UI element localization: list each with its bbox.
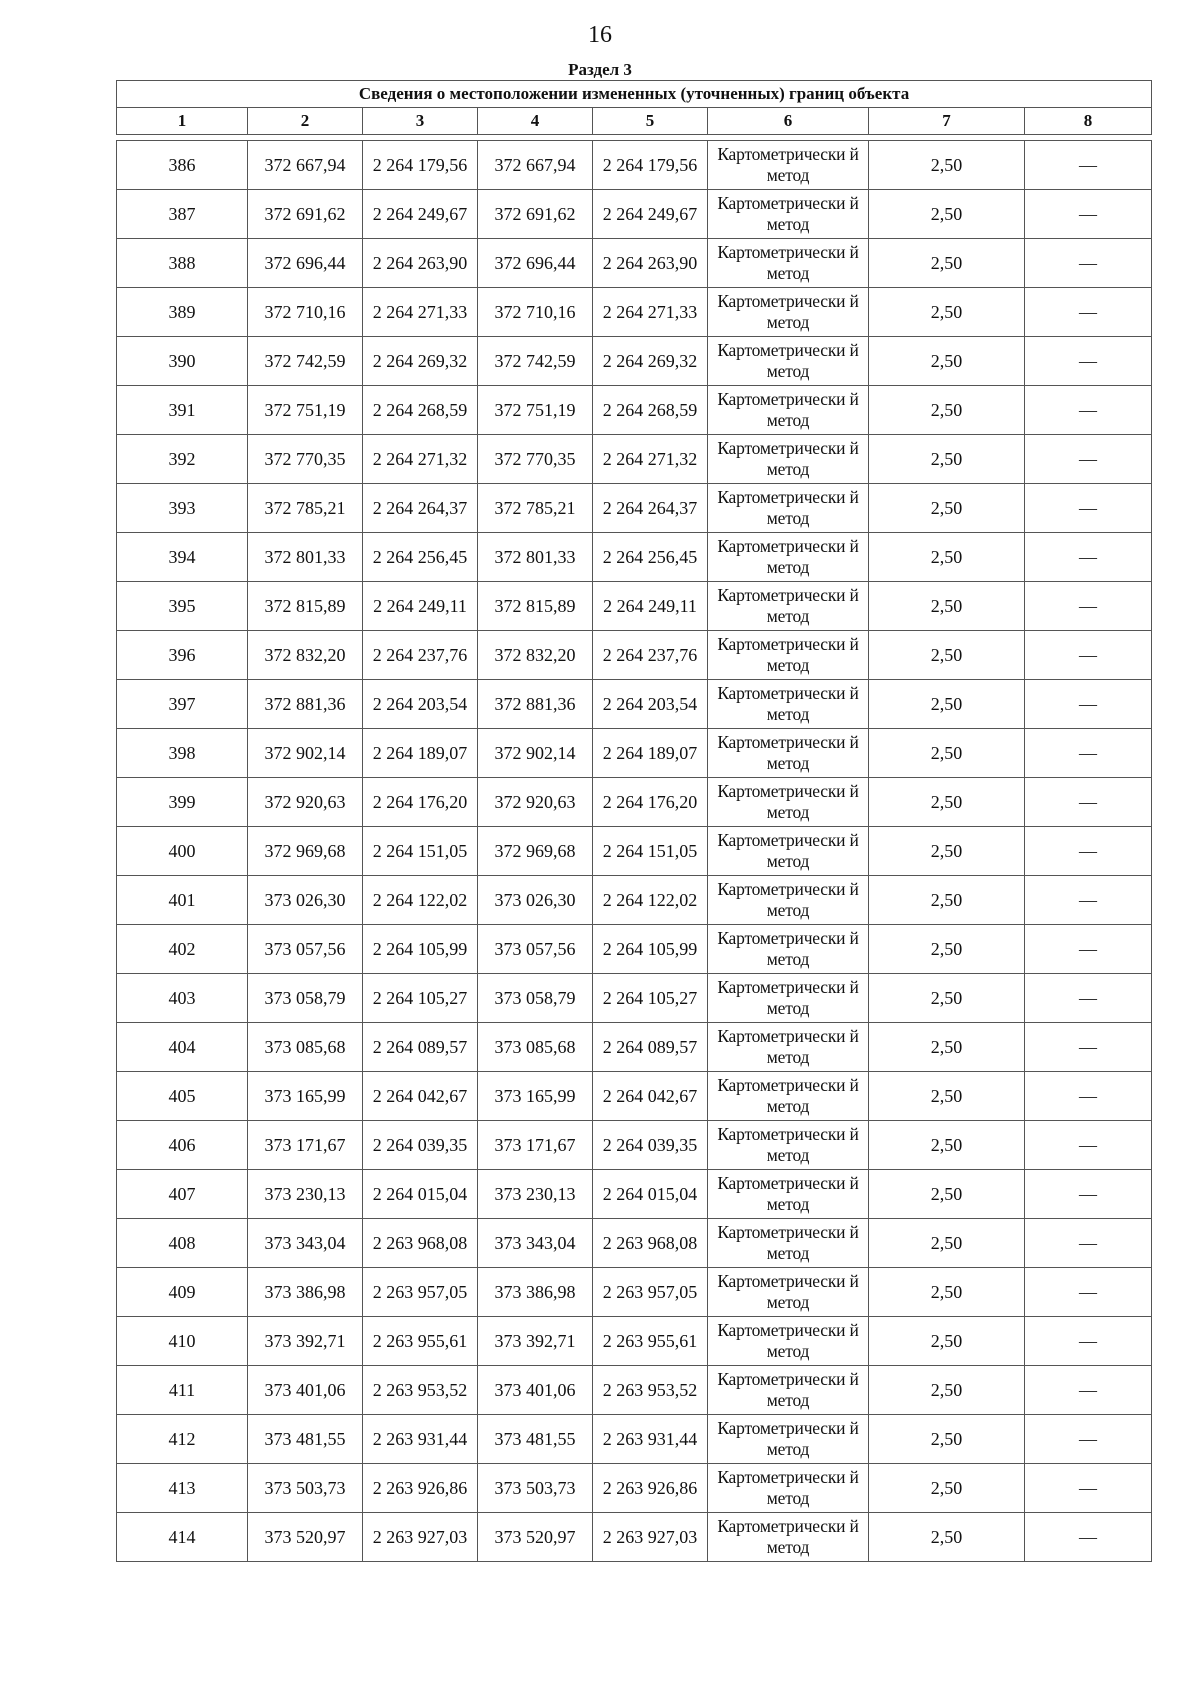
description-cell: — (1025, 1121, 1152, 1170)
y-new-cell: 2 264 179,56 (593, 141, 708, 190)
accuracy-cell: 2,50 (869, 1317, 1025, 1366)
x-existing-cell: 373 230,13 (248, 1170, 363, 1219)
y-new-cell: 2 264 039,35 (593, 1121, 708, 1170)
method-cell: Картометрически й метод (708, 729, 869, 778)
table-row (117, 582, 1152, 631)
y-existing-cell: 2 264 015,04 (363, 1170, 478, 1219)
y-existing-cell: 2 264 176,20 (363, 778, 478, 827)
page-number: 16 (588, 22, 612, 48)
accuracy-cell: 2,50 (869, 1072, 1025, 1121)
table-row (117, 1268, 1152, 1317)
y-existing-cell: 2 264 268,59 (363, 386, 478, 435)
point-number-cell: 389 (117, 288, 248, 337)
description-cell: — (1025, 1219, 1152, 1268)
y-new-cell: 2 264 268,59 (593, 386, 708, 435)
description-cell: — (1025, 680, 1152, 729)
y-new-cell: 2 264 151,05 (593, 827, 708, 876)
table-row (117, 1170, 1152, 1219)
y-new-cell: 2 264 122,02 (593, 876, 708, 925)
table-row (117, 729, 1152, 778)
point-number-cell: 409 (117, 1268, 248, 1317)
y-existing-cell: 2 264 105,27 (363, 974, 478, 1023)
point-number-cell: 395 (117, 582, 248, 631)
method-cell: Картометрически й метод (708, 778, 869, 827)
method-cell: Картометрически й метод (708, 1317, 869, 1366)
y-new-cell: 2 264 015,04 (593, 1170, 708, 1219)
x-existing-cell: 373 392,71 (248, 1317, 363, 1366)
column-number-row (117, 108, 1152, 135)
y-new-cell: 2 264 271,32 (593, 435, 708, 484)
point-number-cell: 388 (117, 239, 248, 288)
point-number-cell: 413 (117, 1464, 248, 1513)
description-cell: — (1025, 974, 1152, 1023)
y-new-cell: 2 264 105,27 (593, 974, 708, 1023)
method-cell: Картометрически й метод (708, 1366, 869, 1415)
table-row (117, 1366, 1152, 1415)
x-new-cell: 373 343,04 (478, 1219, 593, 1268)
y-existing-cell: 2 263 955,61 (363, 1317, 478, 1366)
y-existing-cell: 2 264 122,02 (363, 876, 478, 925)
x-new-cell: 373 058,79 (478, 974, 593, 1023)
y-existing-cell: 2 264 249,67 (363, 190, 478, 239)
y-existing-cell: 2 263 968,08 (363, 1219, 478, 1268)
y-new-cell: 2 264 176,20 (593, 778, 708, 827)
table-row (117, 1415, 1152, 1464)
description-cell: — (1025, 533, 1152, 582)
y-new-cell: 2 264 105,99 (593, 925, 708, 974)
x-existing-cell: 373 503,73 (248, 1464, 363, 1513)
point-number-cell: 414 (117, 1513, 248, 1562)
y-new-cell: 2 264 264,37 (593, 484, 708, 533)
y-existing-cell: 2 264 237,76 (363, 631, 478, 680)
description-cell: — (1025, 484, 1152, 533)
x-existing-cell: 372 832,20 (248, 631, 363, 680)
x-existing-cell: 373 058,79 (248, 974, 363, 1023)
x-new-cell: 372 691,62 (478, 190, 593, 239)
method-cell: Картометрически й метод (708, 582, 869, 631)
x-new-cell: 372 881,36 (478, 680, 593, 729)
y-existing-cell: 2 264 249,11 (363, 582, 478, 631)
accuracy-cell: 2,50 (869, 631, 1025, 680)
point-number-cell: 399 (117, 778, 248, 827)
y-existing-cell: 2 264 256,45 (363, 533, 478, 582)
table-row (117, 337, 1152, 386)
description-cell: — (1025, 631, 1152, 680)
x-new-cell: 373 165,99 (478, 1072, 593, 1121)
y-existing-cell: 2 264 042,67 (363, 1072, 478, 1121)
table-row (117, 827, 1152, 876)
description-cell: — (1025, 1317, 1152, 1366)
x-new-cell: 373 386,98 (478, 1268, 593, 1317)
table-row (117, 1513, 1152, 1562)
accuracy-cell: 2,50 (869, 533, 1025, 582)
method-cell: Картометрически й метод (708, 435, 869, 484)
table-row (117, 190, 1152, 239)
point-number-cell: 396 (117, 631, 248, 680)
x-existing-cell: 373 520,97 (248, 1513, 363, 1562)
x-new-cell: 372 710,16 (478, 288, 593, 337)
table-row (117, 1023, 1152, 1072)
y-new-cell: 2 263 953,52 (593, 1366, 708, 1415)
x-existing-cell: 372 667,94 (248, 141, 363, 190)
y-new-cell: 2 264 042,67 (593, 1072, 708, 1121)
point-number-cell: 412 (117, 1415, 248, 1464)
x-existing-cell: 373 401,06 (248, 1366, 363, 1415)
table-row (117, 435, 1152, 484)
description-cell: — (1025, 239, 1152, 288)
x-new-cell: 373 026,30 (478, 876, 593, 925)
accuracy-cell: 2,50 (869, 1268, 1025, 1317)
x-new-cell: 372 902,14 (478, 729, 593, 778)
point-number-cell: 397 (117, 680, 248, 729)
description-cell: — (1025, 1023, 1152, 1072)
method-cell: Картометрически й метод (708, 1415, 869, 1464)
table-body (117, 141, 1152, 1562)
table-row (117, 1121, 1152, 1170)
boundary-coordinates-table (116, 80, 1152, 1562)
x-existing-cell: 373 343,04 (248, 1219, 363, 1268)
column-number: 8 (1025, 108, 1152, 135)
table-row (117, 386, 1152, 435)
accuracy-cell: 2,50 (869, 1121, 1025, 1170)
accuracy-cell: 2,50 (869, 680, 1025, 729)
description-cell: — (1025, 386, 1152, 435)
x-existing-cell: 372 815,89 (248, 582, 363, 631)
y-existing-cell: 2 264 089,57 (363, 1023, 478, 1072)
y-new-cell: 2 263 955,61 (593, 1317, 708, 1366)
table-row (117, 533, 1152, 582)
column-number: 6 (708, 108, 869, 135)
method-cell: Картометрически й метод (708, 1268, 869, 1317)
method-cell: Картометрически й метод (708, 974, 869, 1023)
y-new-cell: 2 264 089,57 (593, 1023, 708, 1072)
accuracy-cell: 2,50 (869, 141, 1025, 190)
y-existing-cell: 2 263 957,05 (363, 1268, 478, 1317)
x-existing-cell: 372 785,21 (248, 484, 363, 533)
x-new-cell: 372 920,63 (478, 778, 593, 827)
x-existing-cell: 373 171,67 (248, 1121, 363, 1170)
point-number-cell: 405 (117, 1072, 248, 1121)
description-cell: — (1025, 876, 1152, 925)
y-new-cell: 2 264 263,90 (593, 239, 708, 288)
y-new-cell: 2 264 203,54 (593, 680, 708, 729)
y-existing-cell: 2 264 189,07 (363, 729, 478, 778)
table-row (117, 974, 1152, 1023)
x-existing-cell: 373 481,55 (248, 1415, 363, 1464)
accuracy-cell: 2,50 (869, 239, 1025, 288)
x-existing-cell: 373 057,56 (248, 925, 363, 974)
point-number-cell: 387 (117, 190, 248, 239)
method-cell: Картометрически й метод (708, 386, 869, 435)
x-new-cell: 373 503,73 (478, 1464, 593, 1513)
table-row (117, 778, 1152, 827)
x-new-cell: 372 696,44 (478, 239, 593, 288)
x-new-cell: 373 171,67 (478, 1121, 593, 1170)
method-cell: Картометрически й метод (708, 1219, 869, 1268)
accuracy-cell: 2,50 (869, 778, 1025, 827)
y-new-cell: 2 264 237,76 (593, 631, 708, 680)
x-existing-cell: 372 691,62 (248, 190, 363, 239)
y-new-cell: 2 264 189,07 (593, 729, 708, 778)
x-existing-cell: 372 710,16 (248, 288, 363, 337)
point-number-cell: 391 (117, 386, 248, 435)
accuracy-cell: 2,50 (869, 974, 1025, 1023)
method-cell: Картометрически й метод (708, 680, 869, 729)
x-new-cell: 373 057,56 (478, 925, 593, 974)
method-cell: Картометрически й метод (708, 533, 869, 582)
method-cell: Картометрически й метод (708, 239, 869, 288)
y-new-cell: 2 264 269,32 (593, 337, 708, 386)
table-row (117, 876, 1152, 925)
y-new-cell: 2 263 968,08 (593, 1219, 708, 1268)
accuracy-cell: 2,50 (869, 1415, 1025, 1464)
x-new-cell: 372 742,59 (478, 337, 593, 386)
accuracy-cell: 2,50 (869, 876, 1025, 925)
x-existing-cell: 372 881,36 (248, 680, 363, 729)
accuracy-cell: 2,50 (869, 190, 1025, 239)
accuracy-cell: 2,50 (869, 288, 1025, 337)
y-new-cell: 2 264 249,11 (593, 582, 708, 631)
description-cell: — (1025, 1464, 1152, 1513)
description-cell: — (1025, 1513, 1152, 1562)
x-existing-cell: 372 742,59 (248, 337, 363, 386)
x-existing-cell: 373 165,99 (248, 1072, 363, 1121)
point-number-cell: 410 (117, 1317, 248, 1366)
description-cell: — (1025, 1072, 1152, 1121)
y-existing-cell: 2 264 271,33 (363, 288, 478, 337)
accuracy-cell: 2,50 (869, 1464, 1025, 1513)
point-number-cell: 386 (117, 141, 248, 190)
method-cell: Картометрически й метод (708, 141, 869, 190)
point-number-cell: 403 (117, 974, 248, 1023)
table-row (117, 1072, 1152, 1121)
y-new-cell: 2 263 926,86 (593, 1464, 708, 1513)
point-number-cell: 390 (117, 337, 248, 386)
point-number-cell: 408 (117, 1219, 248, 1268)
method-cell: Картометрически й метод (708, 1513, 869, 1562)
accuracy-cell: 2,50 (869, 435, 1025, 484)
point-number-cell: 401 (117, 876, 248, 925)
y-existing-cell: 2 264 151,05 (363, 827, 478, 876)
description-cell: — (1025, 729, 1152, 778)
x-existing-cell: 372 801,33 (248, 533, 363, 582)
y-new-cell: 2 264 249,67 (593, 190, 708, 239)
x-new-cell: 372 751,19 (478, 386, 593, 435)
x-new-cell: 372 832,20 (478, 631, 593, 680)
description-cell: — (1025, 1170, 1152, 1219)
y-existing-cell: 2 264 179,56 (363, 141, 478, 190)
method-cell: Картометрически й метод (708, 1464, 869, 1513)
accuracy-cell: 2,50 (869, 1219, 1025, 1268)
method-cell: Картометрически й метод (708, 925, 869, 974)
point-number-cell: 411 (117, 1366, 248, 1415)
description-cell: — (1025, 925, 1152, 974)
column-number: 7 (869, 108, 1025, 135)
x-new-cell: 372 815,89 (478, 582, 593, 631)
description-cell: — (1025, 827, 1152, 876)
point-number-cell: 406 (117, 1121, 248, 1170)
x-existing-cell: 372 969,68 (248, 827, 363, 876)
x-new-cell: 372 770,35 (478, 435, 593, 484)
method-cell: Картометрически й метод (708, 1121, 869, 1170)
y-existing-cell: 2 264 264,37 (363, 484, 478, 533)
x-existing-cell: 373 026,30 (248, 876, 363, 925)
table-row (117, 680, 1152, 729)
y-new-cell: 2 263 931,44 (593, 1415, 708, 1464)
accuracy-cell: 2,50 (869, 337, 1025, 386)
method-cell: Картометрически й метод (708, 631, 869, 680)
column-number: 5 (593, 108, 708, 135)
x-new-cell: 373 085,68 (478, 1023, 593, 1072)
description-cell: — (1025, 582, 1152, 631)
method-cell: Картометрически й метод (708, 1023, 869, 1072)
y-existing-cell: 2 263 926,86 (363, 1464, 478, 1513)
x-new-cell: 372 969,68 (478, 827, 593, 876)
x-existing-cell: 372 696,44 (248, 239, 363, 288)
column-number: 3 (363, 108, 478, 135)
description-cell: — (1025, 778, 1152, 827)
point-number-cell: 394 (117, 533, 248, 582)
y-new-cell: 2 264 271,33 (593, 288, 708, 337)
y-existing-cell: 2 264 039,35 (363, 1121, 478, 1170)
description-cell: — (1025, 337, 1152, 386)
y-existing-cell: 2 263 953,52 (363, 1366, 478, 1415)
y-existing-cell: 2 263 931,44 (363, 1415, 478, 1464)
accuracy-cell: 2,50 (869, 729, 1025, 778)
description-cell: — (1025, 1366, 1152, 1415)
x-new-cell: 373 520,97 (478, 1513, 593, 1562)
point-number-cell: 393 (117, 484, 248, 533)
table-row (117, 1464, 1152, 1513)
x-existing-cell: 372 770,35 (248, 435, 363, 484)
method-cell: Картометрически й метод (708, 1072, 869, 1121)
description-cell: — (1025, 435, 1152, 484)
method-cell: Картометрически й метод (708, 827, 869, 876)
accuracy-cell: 2,50 (869, 925, 1025, 974)
point-number-cell: 404 (117, 1023, 248, 1072)
description-cell: — (1025, 190, 1152, 239)
table-row (117, 1317, 1152, 1366)
table-row (117, 1219, 1152, 1268)
description-cell: — (1025, 1268, 1152, 1317)
description-cell: — (1025, 1415, 1152, 1464)
table-row (117, 288, 1152, 337)
y-new-cell: 2 264 256,45 (593, 533, 708, 582)
accuracy-cell: 2,50 (869, 827, 1025, 876)
table-row (117, 484, 1152, 533)
y-existing-cell: 2 264 269,32 (363, 337, 478, 386)
point-number-cell: 400 (117, 827, 248, 876)
y-existing-cell: 2 264 271,32 (363, 435, 478, 484)
column-number: 1 (117, 108, 248, 135)
point-number-cell: 398 (117, 729, 248, 778)
x-new-cell: 373 481,55 (478, 1415, 593, 1464)
section-title: Раздел 3 (568, 60, 632, 79)
x-new-cell: 373 392,71 (478, 1317, 593, 1366)
y-new-cell: 2 263 927,03 (593, 1513, 708, 1562)
method-cell: Картометрически й метод (708, 337, 869, 386)
method-cell: Картометрически й метод (708, 1170, 869, 1219)
accuracy-cell: 2,50 (869, 1513, 1025, 1562)
table-row (117, 141, 1152, 190)
accuracy-cell: 2,50 (869, 484, 1025, 533)
table-row (117, 239, 1152, 288)
accuracy-cell: 2,50 (869, 386, 1025, 435)
x-existing-cell: 372 751,19 (248, 386, 363, 435)
y-existing-cell: 2 264 203,54 (363, 680, 478, 729)
point-number-cell: 407 (117, 1170, 248, 1219)
accuracy-cell: 2,50 (869, 1170, 1025, 1219)
x-existing-cell: 372 902,14 (248, 729, 363, 778)
x-existing-cell: 372 920,63 (248, 778, 363, 827)
x-existing-cell: 373 386,98 (248, 1268, 363, 1317)
point-number-cell: 402 (117, 925, 248, 974)
accuracy-cell: 2,50 (869, 1023, 1025, 1072)
y-existing-cell: 2 264 263,90 (363, 239, 478, 288)
point-number-cell: 392 (117, 435, 248, 484)
y-new-cell: 2 263 957,05 (593, 1268, 708, 1317)
method-cell: Картометрически й метод (708, 484, 869, 533)
column-number: 2 (248, 108, 363, 135)
description-cell: — (1025, 141, 1152, 190)
y-existing-cell: 2 263 927,03 (363, 1513, 478, 1562)
x-new-cell: 372 785,21 (478, 484, 593, 533)
accuracy-cell: 2,50 (869, 582, 1025, 631)
accuracy-cell: 2,50 (869, 1366, 1025, 1415)
method-cell: Картометрически й метод (708, 190, 869, 239)
table-row (117, 925, 1152, 974)
y-existing-cell: 2 264 105,99 (363, 925, 478, 974)
table-row (117, 631, 1152, 680)
x-new-cell: 372 667,94 (478, 141, 593, 190)
method-cell: Картометрически й метод (708, 876, 869, 925)
x-new-cell: 373 401,06 (478, 1366, 593, 1415)
x-existing-cell: 373 085,68 (248, 1023, 363, 1072)
column-number: 4 (478, 108, 593, 135)
x-new-cell: 372 801,33 (478, 533, 593, 582)
table-title: Сведения о местоположении измененных (уточненных) границ объекта (117, 81, 1152, 108)
method-cell: Картометрически й метод (708, 288, 869, 337)
x-new-cell: 373 230,13 (478, 1170, 593, 1219)
description-cell: — (1025, 288, 1152, 337)
